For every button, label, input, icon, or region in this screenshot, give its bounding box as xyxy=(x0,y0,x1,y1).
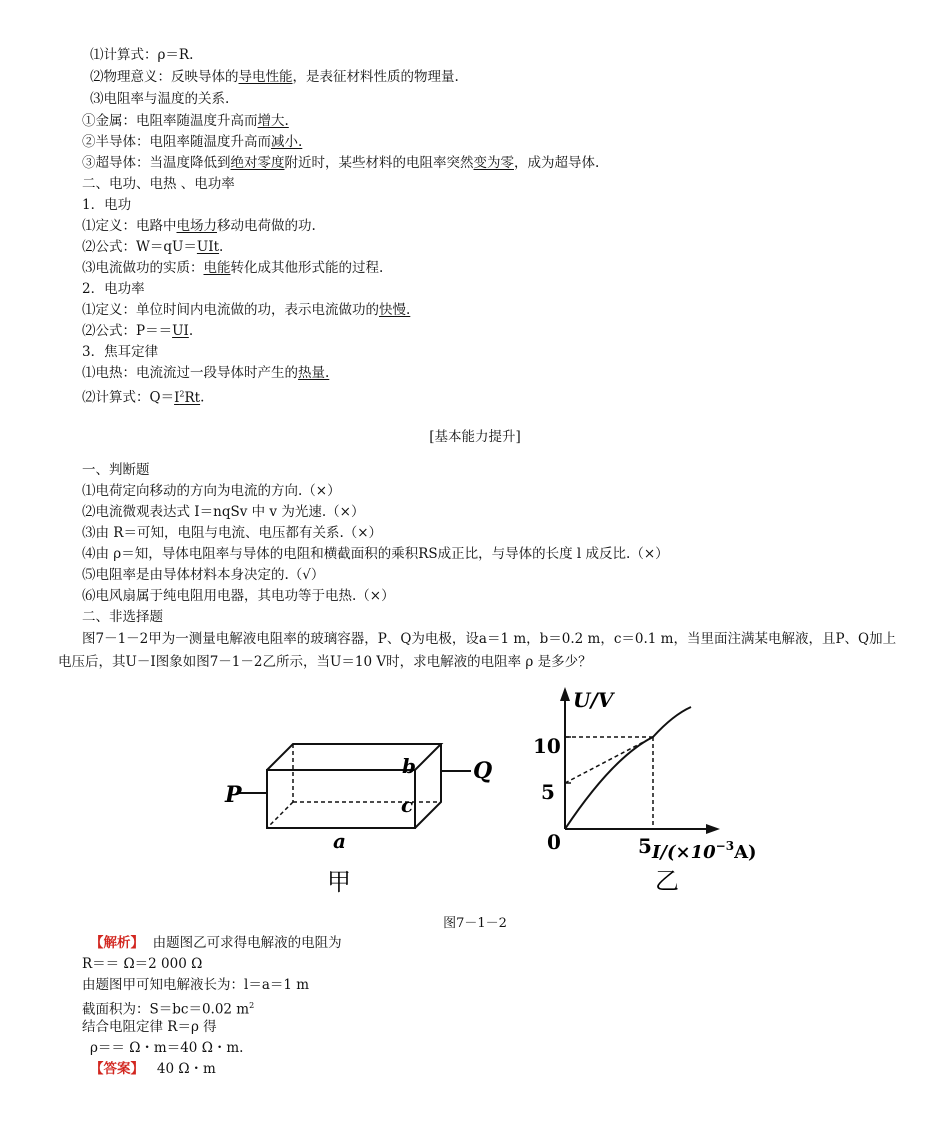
graph-caption-yi: 乙 xyxy=(655,867,679,895)
solution-line: 结合电阻定律 R＝ρ 得 xyxy=(82,1019,217,1035)
electrode-p-label: P xyxy=(225,782,242,808)
solution-line: R＝＝ Ω＝2 000 Ω xyxy=(82,956,203,972)
ui-curve xyxy=(565,707,691,829)
problem-text: 图7－1－2甲为一测量电解液电阻率的玻璃容器，P、Q为电极，设a＝1 m，b＝0.2 m，c＝0.1 m，当里面注满某电解液，且P、Q加上电压后，其U－I图象如图7－1－2乙所示，当U＝10 V时，求电解液的电阻率 ρ 是多少？ xyxy=(58,631,897,670)
judgment-heading: 一、判断题 xyxy=(82,462,150,478)
tick-label-x5: 5 xyxy=(638,834,652,858)
answer-line: 【答案】 40 Ω・m xyxy=(90,1061,216,1077)
judgment-item: ⑹电风扇属于纯电阻用电器，其电功等于电热.（×） xyxy=(82,588,395,604)
subsection-heading: 1．电功 xyxy=(82,197,132,213)
text-line: ⑴电热：电流流过一段导体时产生的热量. xyxy=(82,365,330,381)
subsection-heading: 3．焦耳定律 xyxy=(82,344,159,360)
text-line: ⑵公式：P＝＝UI. xyxy=(82,323,194,339)
solution-line: ρ＝＝ Ω・m＝40 Ω・m. xyxy=(90,1040,244,1056)
x-axis-label: $I/(\times 10^{-3}A)$ xyxy=(652,839,757,863)
tick-label-y10: 10 xyxy=(533,734,561,758)
judgment-item: ⑶由 R＝可知，电阻与电流、电压都有关系.（×） xyxy=(82,525,383,541)
text-line: ⑴计算式：ρ＝R. xyxy=(90,47,194,63)
judgment-item: ⑵电流微观表达式 I＝nqSv 中 v 为光速.（×） xyxy=(82,504,365,520)
text-line: ⑵物理意义：反映导体的导电性能，是表征材料性质的物理量. xyxy=(90,69,459,85)
text-line: ②半导体：电阻率随温度升高而减小. xyxy=(82,134,303,150)
answer-tag: 【答案】 xyxy=(90,1061,144,1077)
figure-caption: 图7－1－2 xyxy=(443,916,507,931)
dimension-b-label: b xyxy=(402,754,416,778)
solution-line: 截面积为：S＝bc＝0.02 $m^2$ xyxy=(82,1001,255,1018)
section-title: [基本能力提升] xyxy=(429,429,521,445)
box-hidden-edge xyxy=(267,802,293,828)
box-front-face xyxy=(267,770,415,828)
judgment-item: ⑷由 ρ＝知，导体电阻率与导体的电阻和横截面积的乘积RS成正比，与导体的长度 l 成反比.（×） xyxy=(82,546,669,562)
solution-line: 【解析】 由题图乙可求得电解液的电阻为 xyxy=(90,935,342,951)
origin-label: 0 xyxy=(547,830,561,854)
y-axis-arrow xyxy=(560,687,570,701)
judgment-item: ⑸电阻率是由导体材料本身决定的.（√） xyxy=(82,567,325,583)
y-axis-label: U/V xyxy=(573,688,614,712)
x-axis-arrow xyxy=(706,824,720,834)
diagram-caption-jia: 甲 xyxy=(327,868,351,896)
electrode-q-label: Q xyxy=(473,758,493,784)
text-line: ⑴定义：电路中电场力移动电荷做的功. xyxy=(82,218,316,234)
solution-tag: 【解析】 xyxy=(90,935,144,951)
text-line: ⑶电流做功的实质：电能转化成其他形式能的过程. xyxy=(82,260,384,276)
container-diagram xyxy=(215,730,505,900)
text-line: ⑵公式：W＝qU＝UIt. xyxy=(82,239,224,255)
text-line: ③超导体：当温度降低到绝对零度附近时，某些材料的电阻率突然变为零，成为超导体. xyxy=(82,155,600,171)
text-line: ⑶电阻率与温度的关系. xyxy=(90,91,230,107)
tick-label-y5: 5 xyxy=(541,780,555,804)
text-line: ⑴定义：单位时间内电流做的功，表示电流做功的快慢. xyxy=(82,302,411,318)
dimension-c-label: c xyxy=(401,793,414,817)
text-line: ①金属：电阻率随温度升高而增大. xyxy=(82,113,289,129)
judgment-item: ⑴电荷定向移动的方向为电流的方向.（×） xyxy=(82,483,341,499)
ui-graph xyxy=(525,683,770,895)
nonchoice-heading: 二、非选择题 xyxy=(82,609,163,625)
solution-line: 由题图甲可知电解液长为：l＝a＝1 m xyxy=(82,977,310,993)
text-line: ⑵计算式：$Q=I^2Rt$. xyxy=(82,389,205,406)
section-heading: 二、电功、电热 、电功率 xyxy=(82,176,235,192)
subsection-heading: 2．电功率 xyxy=(82,281,145,297)
dimension-a-label: a xyxy=(333,829,346,853)
